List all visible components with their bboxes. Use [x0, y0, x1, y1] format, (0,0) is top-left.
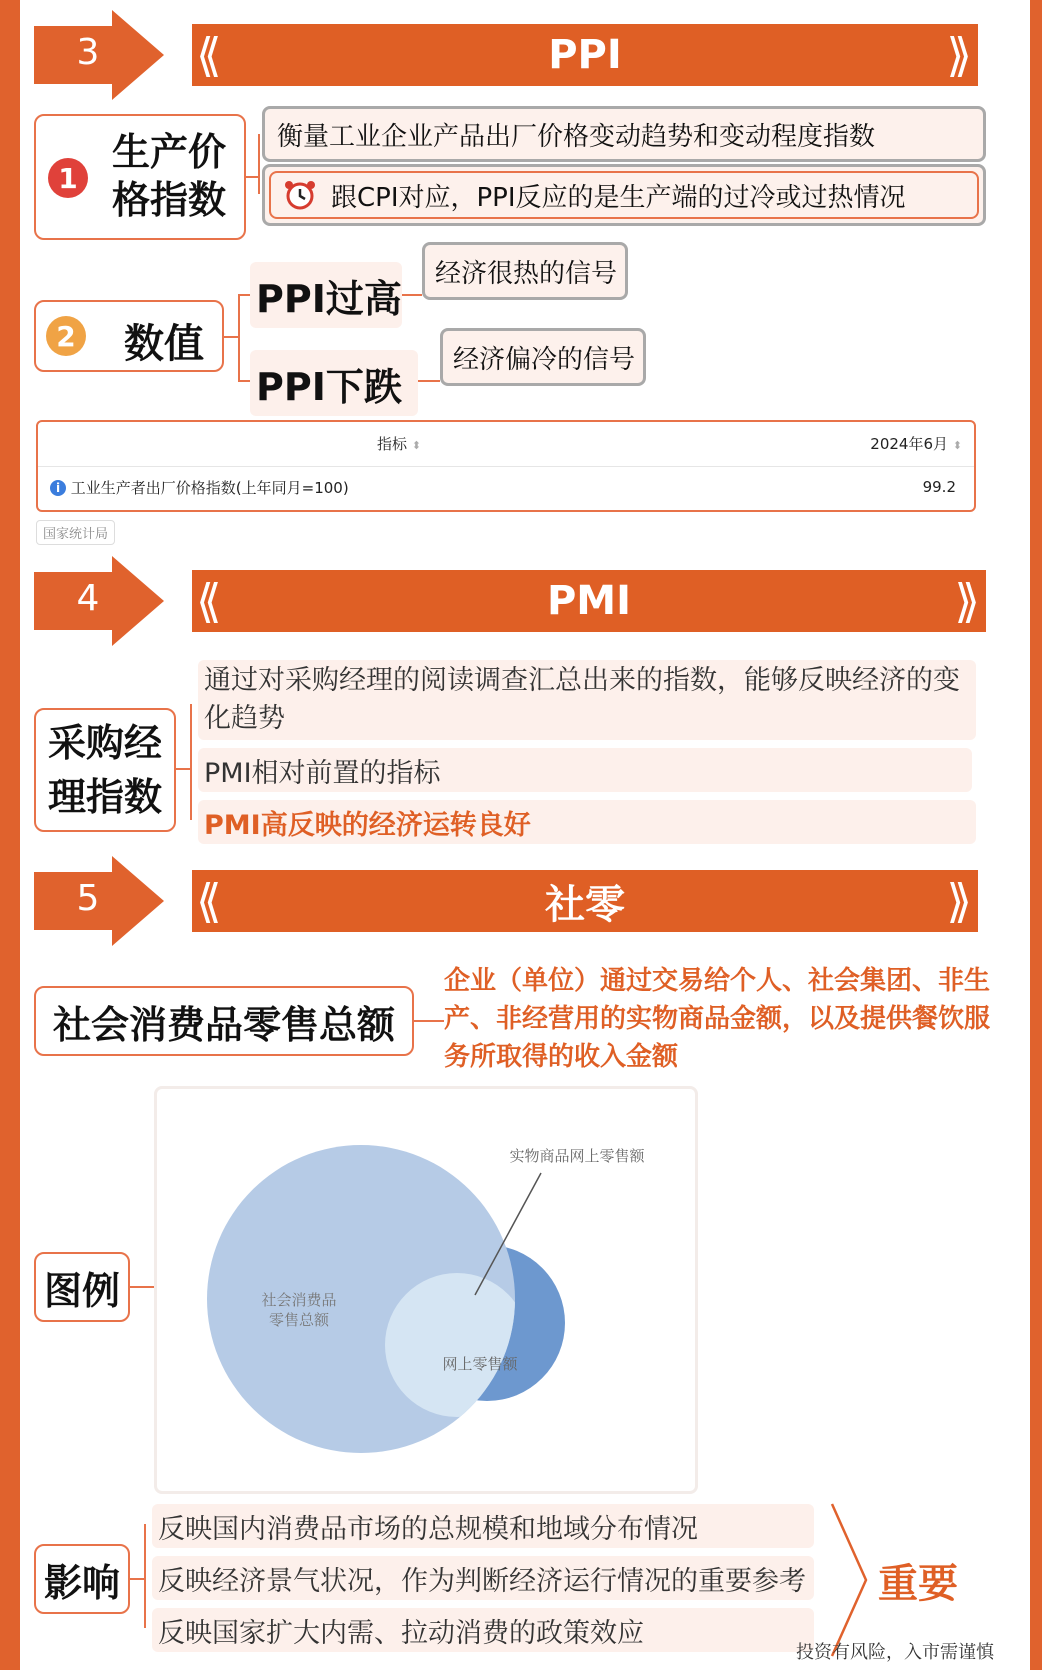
section-3-title-bar — [192, 24, 978, 86]
venn-big-label-2: 零售总额 — [268, 1311, 330, 1329]
right-guillemet-icon: ⟫ — [946, 28, 972, 82]
venn-big-label-1: 社会消费品 — [261, 1291, 337, 1309]
ppi-high-label: PPI过高 — [250, 262, 402, 328]
venn-diagram — [154, 1086, 698, 1494]
right-guillemet-icon: ⟫ — [954, 574, 980, 628]
ppi-node-producer-price-index — [34, 114, 246, 240]
ppi-definition-text: 衡量工业企业产品出厂价格变动趋势和变动程度指数 — [277, 121, 876, 152]
section-3-title: PPI — [548, 32, 622, 78]
section-5-title: 社零 — [545, 881, 625, 928]
ppi-low-signal-text: 经济偏冷的信号 — [453, 344, 636, 375]
ppi-high-signal — [422, 242, 628, 300]
node1-label-line2: 格指数 — [112, 178, 227, 222]
section-5-number: 5 — [76, 878, 100, 919]
impact-node: 影响 — [34, 1544, 130, 1614]
badge-2-icon: 2 — [46, 316, 86, 356]
ppi-note-text: 跟CPI对应，PPI反应的是生产端的过冷或过热情况 — [331, 182, 906, 213]
retail-sales-definition: 企业（单位）通过交易给个人、社会集团、非生产、非经营用的实物商品金额，以及提供餐饮服务所取得的收入金额 — [444, 966, 991, 1072]
table-row-label: i 工业生产者出厂价格指数(上年同月=100) — [38, 466, 760, 508]
venn-callout-label: 实物商品网上零售额 — [509, 1147, 645, 1165]
ppi-low-signal — [440, 328, 646, 386]
section-5-title-bar — [192, 870, 978, 932]
ppi-definition-box — [262, 106, 986, 162]
left-guillemet-icon: ⟪ — [196, 874, 222, 928]
right-brace-icon — [826, 1500, 876, 1660]
venn-svg — [157, 1089, 695, 1491]
venn-mid-label: 网上零售额 — [442, 1355, 518, 1373]
alarm-clock-icon — [283, 178, 317, 212]
left-guillemet-icon: ⟪ — [196, 28, 222, 82]
table-header-date[interactable]: 2024年6月 ⬍ — [870, 435, 962, 454]
section-4-number: 4 — [76, 578, 100, 619]
pmi-item-1: 通过对采购经理的阅读调查汇总出来的指数，能够反映经济的变化趋势 — [198, 660, 976, 740]
ppi-high-signal-text: 经济很热的信号 — [435, 258, 618, 289]
retail-sales-node: 社会消费品零售总额 — [34, 986, 414, 1056]
section-4-title: PMI — [546, 578, 631, 624]
pmi-node — [34, 708, 176, 832]
impact-item-3: 反映国家扩大内需、拉动消费的政策效应 — [152, 1608, 814, 1652]
section-4-title-bar — [192, 570, 986, 632]
pmi-item-3: PMI高反映的经济运转良好 — [198, 800, 976, 844]
node2-label: 数值 — [124, 321, 204, 367]
pmi-node-line2: 理指数 — [47, 775, 162, 819]
impact-item-1: 反映国内消费品市场的总规模和地域分布情况 — [152, 1504, 814, 1548]
impact-item-2: 反映经济景气状况，作为判断经济运行情况的重要参考 — [152, 1556, 814, 1600]
right-border — [1030, 0, 1042, 1670]
ppi-node-values — [34, 300, 224, 372]
important-label: 重要 — [878, 1561, 958, 1607]
source-label: 国家统计局 — [36, 520, 115, 545]
badge-1-icon: 1 — [48, 158, 88, 198]
ppi-low-label: PPI下跌 — [250, 350, 418, 416]
ppi-data-table — [36, 420, 976, 512]
sort-icon: ⬍ — [952, 439, 962, 453]
ppi-note-outer — [262, 164, 986, 226]
risk-disclaimer: 投资有风险，入市需谨慎 — [796, 1642, 994, 1663]
section-3-number: 3 — [76, 32, 100, 73]
legend-node: 图例 — [34, 1252, 130, 1322]
pmi-node-line1: 采购经 — [47, 721, 162, 765]
sort-icon: ⬍ — [411, 439, 421, 453]
ppi-note-box — [269, 171, 979, 219]
left-guillemet-icon: ⟪ — [196, 574, 222, 628]
left-border — [0, 0, 20, 1670]
right-guillemet-icon: ⟫ — [946, 874, 972, 928]
table-header-indicator[interactable]: 指标 ⬍ — [376, 435, 421, 454]
info-icon: i — [50, 480, 66, 496]
pmi-item-2: PMI相对前置的指标 — [198, 748, 972, 792]
table-row-value: 99.2 — [922, 478, 956, 497]
node1-label-line1: 生产价 — [112, 130, 227, 174]
